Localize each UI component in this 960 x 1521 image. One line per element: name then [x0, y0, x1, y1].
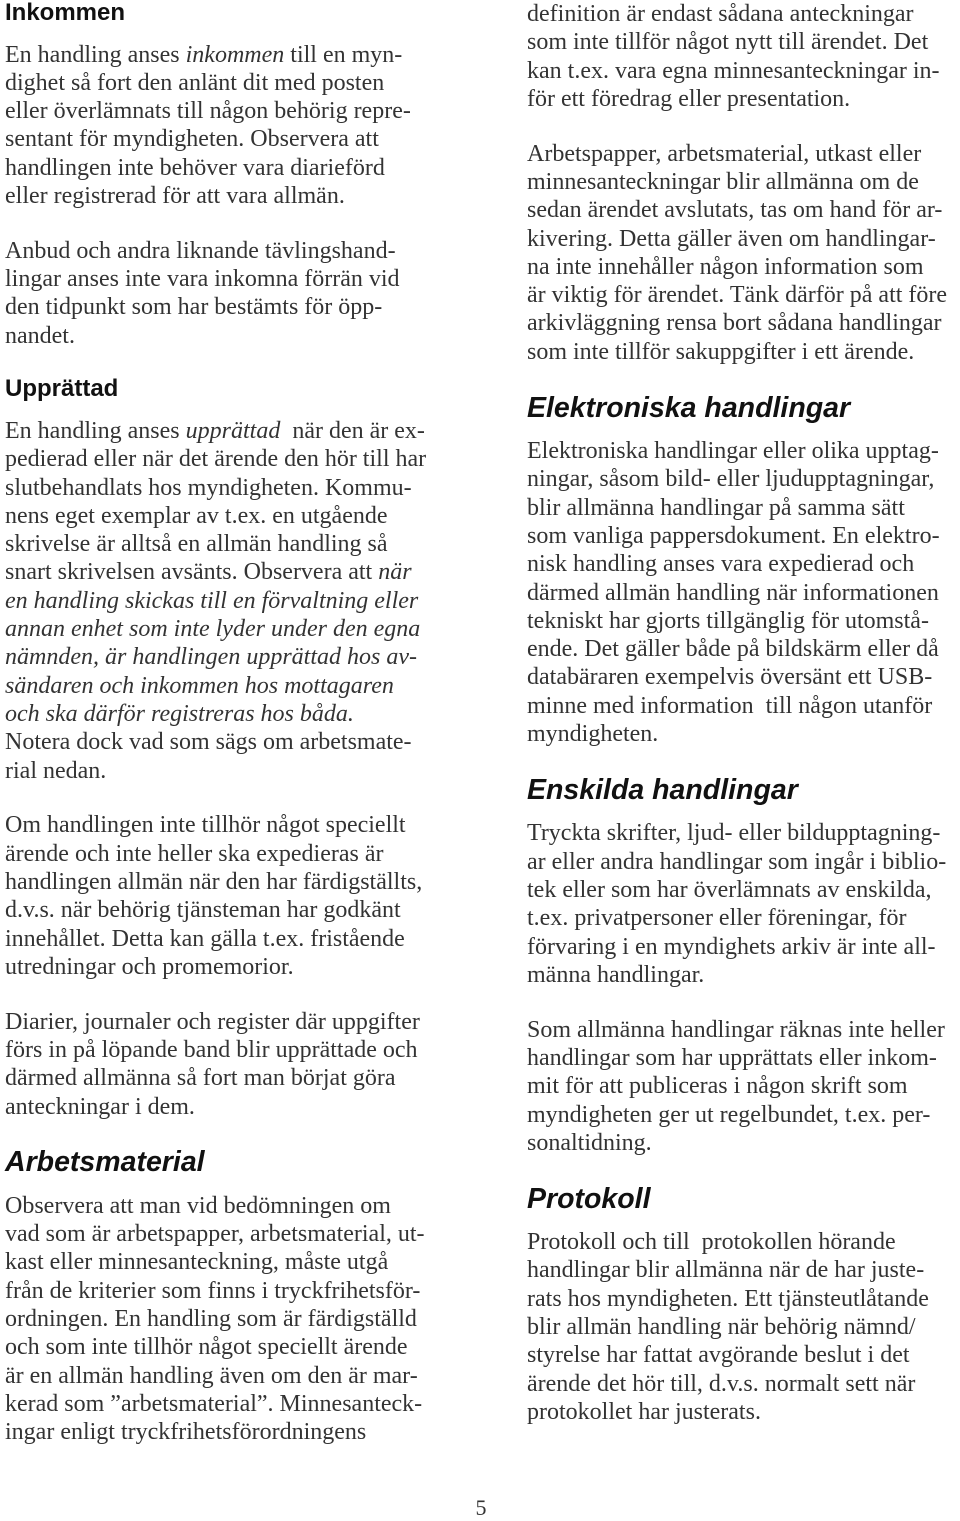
- text-line: mit för att publiceras i någon skrift som: [527, 1073, 908, 1100]
- text-line: eller registrerad för att vara allmän.: [5, 182, 345, 209]
- text-line: Som allmänna handlingar räknas inte heller: [527, 1016, 945, 1043]
- right-column: [527, 0, 957, 1453]
- text-line: Om handlingen inte tillhör något speciellt: [5, 812, 406, 839]
- text-line: handlingar blir allmänna när de har juste-: [527, 1257, 925, 1284]
- text-line: därmed allmänna så fort man börjat göra: [5, 1065, 396, 1092]
- left-column: [5, 0, 445, 1473]
- text-line: blir allmänna handlingar på samma sätt: [527, 494, 905, 521]
- text-line: slutbehandlats hos myndigheten. Kommu-: [5, 474, 412, 501]
- section-heading: Protokoll: [527, 1182, 651, 1215]
- text-line: [5, 558, 445, 586]
- text-line: skrivelse är alltså en allmän handling så: [5, 531, 388, 558]
- section-heading: Upprättad: [5, 375, 119, 403]
- text-line: från de kriterier som finns i tryckfrihetsför-: [5, 1277, 421, 1304]
- text-line: som inte tillför sakuppgifter i ett ärende.: [527, 338, 915, 365]
- text-line: d.v.s. när behörig tjänsteman har godkänt: [5, 897, 401, 924]
- text-span: när den är ex-: [280, 417, 425, 444]
- paragraph: [5, 1008, 445, 1121]
- text-line: nandet.: [5, 322, 75, 349]
- paragraph: [5, 41, 445, 211]
- text-line: rial nedan.: [5, 757, 107, 784]
- emphasis-text: en handling skickas till en förvaltning eller: [5, 587, 419, 614]
- text-line: vad som är arbetspapper, arbetsmaterial, ut-: [5, 1221, 425, 1248]
- text-line: kerad som ”arbetsmaterial”. Minnesanteck-: [5, 1390, 423, 1417]
- text-line: myndigheten.: [527, 721, 659, 748]
- text-line: rats hos myndigheten. Ett tjänsteutlåtande: [527, 1285, 929, 1312]
- text-line: den tidpunkt som har bestämts för öpp-: [5, 294, 383, 321]
- emphasis-text: och ska därför registreras hos båda.: [5, 700, 354, 727]
- text-line: [5, 672, 445, 700]
- paragraph: [5, 1192, 445, 1447]
- text-line: ärende det hör till, d.v.s. normalt sett när: [527, 1370, 916, 1397]
- paragraph: [527, 0, 957, 113]
- text-line: pedierad eller när det ärende den hör till har: [5, 446, 427, 473]
- text-line: minnesanteckningar blir allmänna om de: [527, 168, 919, 195]
- text-line: tekniskt har gjorts tillgänglig för utomstå-: [527, 607, 929, 634]
- text-line: nisk handling anses vara expedierad och: [527, 551, 915, 578]
- text-line: Tryckta skrifter, ljud- eller bildupptagning-: [527, 820, 941, 847]
- text-line: för ett föredrag eller presentation.: [527, 85, 851, 112]
- text-line: kast eller minnesanteckning, måste utgå: [5, 1249, 389, 1276]
- text-line: därmed allmän handling när informationen: [527, 579, 939, 606]
- paragraph: [527, 1016, 957, 1157]
- text-line: [5, 41, 445, 69]
- text-line: ärende och inte heller ska expedieras är: [5, 840, 384, 867]
- text-line: dighet så fort den anlänt dit med posten: [5, 69, 385, 96]
- text-line: sonaltidning.: [527, 1129, 652, 1156]
- text-line: förvaring i en myndighets arkiv är inte all-: [527, 933, 936, 960]
- page-number: 5: [475, 1495, 487, 1520]
- text-line: handlingar som har upprättats eller inkom-: [527, 1044, 937, 1071]
- paragraph: [527, 437, 957, 748]
- text-line: ningar, såsom bild- eller ljudupptagningar,: [527, 466, 935, 493]
- emphasis-text: sändaren och inkommen hos mottagaren: [5, 672, 394, 699]
- text-line: t.ex. privatpersoner eller föreningar, för: [527, 905, 907, 932]
- text-line: sedan ärendet avslutats, tas om hand för ar-: [527, 197, 943, 224]
- text-line: blir allmän handling när behörig nämnd/: [527, 1313, 916, 1340]
- emphasis-text: nämnden, är handlingen upprättad hos av-: [5, 644, 417, 671]
- emphasis-text: inkommen: [185, 41, 285, 68]
- text-line: anteckningar i dem.: [5, 1093, 195, 1120]
- text-line: [5, 615, 445, 643]
- text-line: databäraren exempelvis översänt ett USB-: [527, 664, 933, 691]
- paragraph: [5, 237, 445, 350]
- text-line: är en allmän handling även om den är mar-: [5, 1362, 418, 1389]
- text-line: na inte innehåller någon information som: [527, 253, 924, 280]
- text-line: [5, 643, 445, 671]
- text-span: En handling anses: [5, 41, 186, 68]
- paragraph: [527, 819, 957, 989]
- emphasis-text: upprättad: [185, 417, 281, 444]
- text-line: [5, 417, 445, 445]
- text-line: männa handlingar.: [527, 961, 705, 988]
- text-line: förs in på löpande band blir upprättade och: [5, 1036, 418, 1063]
- emphasis-text: annan enhet som inte lyder under den egna: [5, 616, 421, 643]
- text-line: handlingen allmän när den har färdigställts,: [5, 868, 423, 895]
- text-line: [5, 587, 445, 615]
- text-line: ar eller andra handlingar som ingår i biblio-: [527, 848, 947, 875]
- text-line: nens eget exemplar av t.ex. en utgående: [5, 502, 388, 529]
- text-line: myndigheten ger ut regelbundet, t.ex. per-: [527, 1101, 931, 1128]
- text-line: och som inte tillhör något speciellt ärende: [5, 1334, 408, 1361]
- paragraph: [5, 417, 445, 785]
- text-line: styrelse har fattat avgörande beslut i det: [527, 1342, 910, 1369]
- text-line: definition är endast sådana anteckningar: [527, 1, 914, 27]
- text-line: innehållet. Detta kan gälla t.ex. fristående: [5, 925, 405, 952]
- text-line: Elektroniska handlingar eller olika upptag-: [527, 438, 939, 465]
- text-line: ingar enligt tryckfrihetsförordningens: [5, 1419, 367, 1446]
- text-line: lingar anses inte vara inkomna förrän vid: [5, 266, 400, 293]
- text-span: till en myn-: [284, 41, 403, 68]
- text-line: kivering. Detta gäller även om handlingar-: [527, 225, 936, 252]
- section-heading: Enskilda handlingar: [527, 773, 798, 806]
- text-line: Diarier, journaler och register där uppgifter: [5, 1008, 420, 1035]
- text-span: En handling anses: [5, 417, 186, 444]
- text-line: tek eller som har överlämnats av enskilda,: [527, 876, 932, 903]
- text-line: sentant för myndigheten. Observera att: [5, 126, 379, 153]
- text-line: som inte tillför något nytt till ärendet. Det: [527, 29, 929, 56]
- text-line: utredningar och promemorior.: [5, 953, 294, 980]
- text-line: minne med information till någon utanför: [527, 692, 933, 719]
- text-span: snart skrivelsen avsänts. Observera att: [5, 559, 379, 586]
- paragraph: [527, 140, 957, 366]
- text-line: protokollet har justerats.: [527, 1398, 761, 1425]
- text-line: Protokoll och till protokollen hörande: [527, 1229, 896, 1256]
- section-heading: Arbetsmaterial: [5, 1146, 205, 1179]
- text-line: Arbetspapper, arbetsmaterial, utkast eller: [527, 140, 922, 167]
- section-heading: Inkommen: [5, 0, 126, 26]
- text-line: arkivläggning rensa bort sådana handlingar: [527, 310, 942, 337]
- text-line: Anbud och andra liknande tävlingshand-: [5, 237, 396, 264]
- text-line: kan t.ex. vara egna minnesanteckningar in-: [527, 57, 940, 84]
- text-line: ordningen. En handling som är färdigställd: [5, 1305, 417, 1332]
- emphasis-text: när: [378, 559, 412, 586]
- text-line: Notera dock vad som sägs om arbetsmate-: [5, 729, 412, 756]
- text-line: ende. Det gäller både på bildskärm eller då: [527, 636, 939, 663]
- section-heading: Elektroniska handlingar: [527, 391, 851, 424]
- text-line: eller överlämnats till någon behörig repre-: [5, 98, 411, 125]
- text-line: är viktig för ärendet. Tänk därför på att före: [527, 282, 948, 309]
- text-line: som vanliga pappersdokument. En elektro-: [527, 522, 940, 549]
- text-line: handlingen inte behöver vara diarieförd: [5, 154, 385, 181]
- paragraph: [5, 811, 445, 981]
- text-line: [5, 700, 445, 728]
- paragraph: [527, 1228, 957, 1426]
- text-line: Observera att man vid bedömningen om: [5, 1192, 391, 1219]
